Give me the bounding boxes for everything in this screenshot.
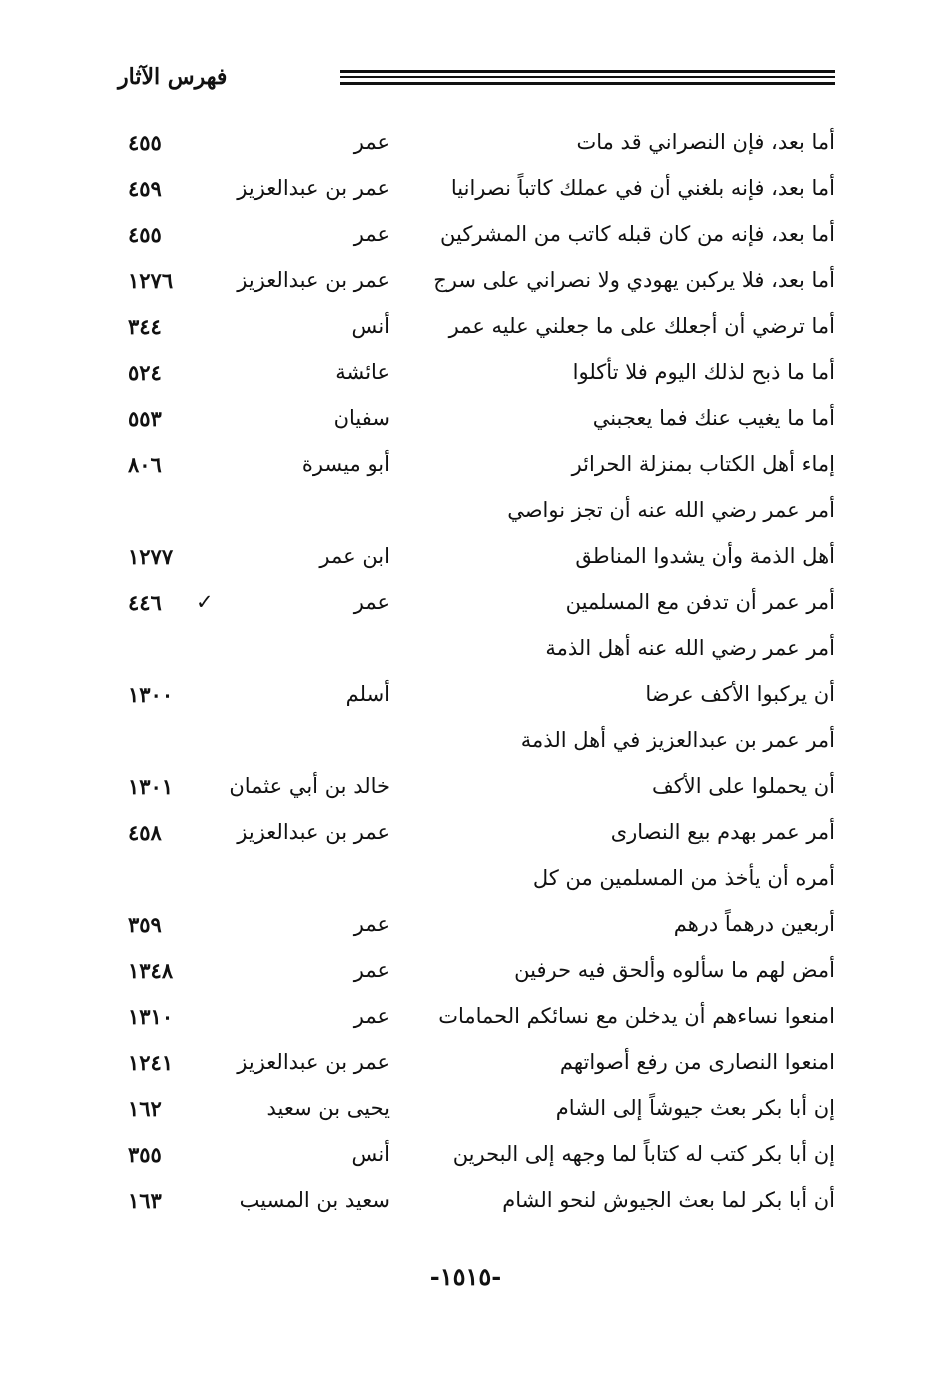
entry-page: ١٣٠١: [128, 774, 174, 799]
running-title: فهرس الآثار: [118, 64, 228, 90]
page-header: [110, 60, 835, 100]
entry-text: إماء أهل الكتاب بمنزلة الحرائر: [571, 452, 835, 476]
entry-narrator: عمر: [353, 912, 390, 936]
entry-narrator: أنس: [351, 1142, 390, 1166]
entry-narrator: عمر: [353, 590, 390, 614]
index-entry: [110, 262, 835, 308]
entry-text: أما ترضي أن أجعلك على ما جعلني عليه عمر: [448, 314, 835, 338]
entry-narrator: عمر: [353, 130, 390, 154]
entry-page: ٣٥٩: [128, 912, 162, 937]
entry-text: إن أبا بكر بعث جيوشاً إلى الشام: [555, 1096, 835, 1120]
entry-text: أما بعد، فلا يركبن يهودي ولا نصراني على سرج: [433, 268, 835, 292]
entry-text: امنعوا نساءهم أن يدخلن مع نسائكم الحمامات: [438, 1004, 835, 1028]
entry-text: إن أبا بكر كتب له كتاباً لما وجهه إلى البحرين: [452, 1142, 835, 1166]
entry-narrator: عمر بن عبدالعزيز: [237, 268, 390, 292]
index-entry: [110, 1090, 835, 1136]
entry-page: ١٣١٠: [128, 1004, 174, 1029]
index-entry: [110, 584, 835, 630]
entry-narrator: عائشة: [335, 360, 390, 384]
entry-page: ٤٤٦: [128, 590, 162, 615]
check-mark-icon: ✓: [196, 590, 214, 614]
index-entry: [110, 906, 835, 952]
index-entry: [110, 814, 835, 860]
entry-text: أمر عمر بهدم بيع النصارى: [610, 820, 835, 844]
entry-narrator: خالد بن أبي عثمان: [229, 774, 390, 798]
entry-page: ١٦٢: [128, 1096, 162, 1121]
entry-page: ٤٥٨: [128, 820, 162, 845]
entry-page: ٤٥٩: [128, 176, 162, 201]
entry-page: ٥٥٣: [128, 406, 162, 431]
index-entry: [110, 860, 835, 906]
index-entry: [110, 768, 835, 814]
entry-page: ١٢٧٦: [128, 268, 174, 293]
entry-text: أما بعد، فإنه بلغني أن في عملك كاتباً نصرانيا: [450, 176, 835, 200]
entry-text: أمر عمر رضي الله عنه أن تجز نواصي: [507, 498, 835, 522]
header-rule: [340, 70, 835, 73]
entry-page: ٤٥٥: [128, 222, 162, 247]
entry-page: ٣٤٤: [128, 314, 162, 339]
entry-narrator: أبو ميسرة: [301, 452, 390, 476]
index-entry: [110, 952, 835, 998]
entry-text: أما ما ذبح لذلك اليوم فلا تأكلوا: [572, 360, 835, 384]
entry-narrator: أنس: [351, 314, 390, 338]
index-entry: [110, 446, 835, 492]
entry-page: ١٢٤١: [128, 1050, 174, 1075]
entry-narrator: عمر: [353, 1004, 390, 1028]
entry-text: أمر عمر بن عبدالعزيز في أهل الذمة: [520, 728, 835, 752]
entry-page: ١٦٣: [128, 1188, 162, 1213]
entry-narrator: عمر: [353, 222, 390, 246]
entry-page: ٤٥٥: [128, 130, 162, 155]
entry-narrator: عمر بن عبدالعزيز: [237, 820, 390, 844]
index-entry: [110, 630, 835, 676]
entry-narrator: ابن عمر: [319, 544, 390, 568]
index-entry: [110, 492, 835, 538]
index-entry: [110, 216, 835, 262]
entry-page: ٣٥٥: [128, 1142, 162, 1167]
index-entry: [110, 676, 835, 722]
entry-text: أما ما يغيب عنك فما يعجبني: [592, 406, 835, 430]
index-entry: [110, 1136, 835, 1182]
entry-text: أن يحملوا على الأكف: [652, 774, 835, 798]
entry-narrator: سفيان: [333, 406, 390, 430]
entry-page: ٨٠٦: [128, 452, 162, 477]
entry-text: امنعوا النصارى من رفع أصواتهم: [559, 1050, 835, 1074]
entry-narrator: عمر بن عبدالعزيز: [237, 1050, 390, 1074]
entry-narrator: عمر: [353, 958, 390, 982]
entry-text: أمض لهم ما سألوه وألحق فيه حرفين: [514, 958, 835, 982]
entry-narrator: يحيى بن سعيد: [266, 1096, 390, 1120]
header-rule: [340, 76, 835, 78]
index-entry: [110, 354, 835, 400]
entry-text: أمر عمر أن تدفن مع المسلمين: [565, 590, 835, 614]
entry-page: ١٣٤٨: [128, 958, 174, 983]
entry-page: ٥٢٤: [128, 360, 162, 385]
entry-text: أن أبا بكر لما بعث الجيوش لنحو الشام: [502, 1188, 835, 1212]
index-entry: [110, 170, 835, 216]
entry-text: أربعين درهماً درهم: [673, 912, 835, 936]
entry-text: أما بعد، فإن النصراني قد مات: [576, 130, 835, 154]
index-entry: [110, 722, 835, 768]
entry-text: أمر عمر رضي الله عنه أهل الذمة: [545, 636, 835, 660]
entry-page: ١٢٧٧: [128, 544, 174, 569]
index-entry: [110, 1182, 835, 1228]
entry-page: ١٣٠٠: [128, 682, 174, 707]
entry-narrator: سعيد بن المسيب: [239, 1188, 390, 1212]
page-number: -١٥١٥-: [429, 1262, 502, 1291]
entry-text: أن يركبوا الأكف عرضا: [645, 682, 835, 706]
index-entry: [110, 124, 835, 170]
index-list: [110, 124, 835, 1228]
entry-text: أمره أن يأخذ من المسلمين من كل: [532, 866, 835, 890]
entry-text: أما بعد، فإنه من كان قبله كاتب من المشركين: [440, 222, 835, 246]
index-entry: [110, 998, 835, 1044]
index-entry: [110, 538, 835, 584]
index-entry: [110, 400, 835, 446]
header-rule: [340, 82, 835, 85]
index-entry: [110, 308, 835, 354]
entry-text: أهل الذمة وأن يشدوا المناطق: [575, 544, 835, 568]
index-entry: [110, 1044, 835, 1090]
entry-narrator: عمر بن عبدالعزيز: [237, 176, 390, 200]
entry-narrator: أسلم: [345, 682, 390, 706]
